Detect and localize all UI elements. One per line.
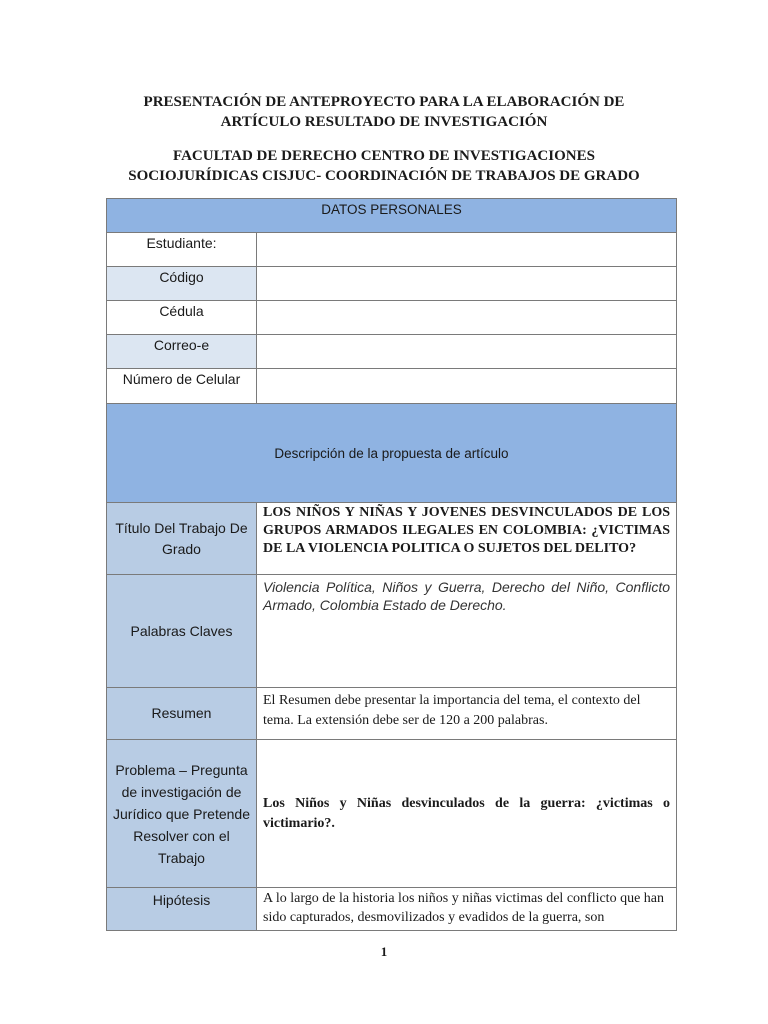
title-label: Título Del Trabajo De Grado bbox=[107, 503, 257, 575]
student-row bbox=[107, 233, 677, 267]
summary-value[interactable]: El Resumen debe presentar la importancia del tema, el contexto del tema. La extensión debe ser de 120 a 200 palabras. bbox=[257, 688, 677, 740]
email-row bbox=[107, 335, 677, 369]
code-field[interactable] bbox=[257, 267, 677, 301]
personal-data-header-row bbox=[107, 199, 677, 233]
phone-label: Número de Celular bbox=[107, 369, 257, 404]
email-label: Correo-e bbox=[107, 335, 257, 369]
keywords-label: Palabras Claves bbox=[107, 575, 257, 688]
document-title bbox=[0, 92, 768, 132]
code-label: Código bbox=[107, 267, 257, 301]
proposal-form-table bbox=[106, 198, 677, 931]
student-label: Estudiante: bbox=[107, 233, 257, 267]
id-field[interactable] bbox=[257, 301, 677, 335]
summary-label: Resumen bbox=[107, 688, 257, 740]
code-row bbox=[107, 267, 677, 301]
proposal-section-title: Descripción de la propuesta de artículo bbox=[107, 404, 677, 503]
hypothesis-value[interactable]: A lo largo de la historia los niños y niñas victimas del conflicto que han sido capturados, desmovilizados y evadidos de la guerra, son bbox=[257, 888, 677, 931]
id-label: Cédula bbox=[107, 301, 257, 335]
faculty-heading bbox=[0, 146, 768, 186]
problem-label: Problema – Pregunta de investigación de Jurídico que Pretende Resolver con el Trabajo bbox=[107, 740, 257, 888]
faculty-line-2: SOCIOJURÍDICAS CISJUC- COORDINACIÓN DE TRABAJOS DE GRADO bbox=[128, 168, 640, 184]
problem-row bbox=[107, 740, 677, 888]
keywords-value[interactable]: Violencia Política, Niños y Guerra, Derecho del Niño, Conflicto Armado, Colombia Estado de Derecho. bbox=[257, 575, 677, 688]
student-field[interactable] bbox=[257, 233, 677, 267]
summary-row bbox=[107, 688, 677, 740]
email-field[interactable] bbox=[257, 335, 677, 369]
proposal-header-row bbox=[107, 404, 677, 503]
hypothesis-label: Hipótesis bbox=[107, 888, 257, 931]
id-row bbox=[107, 301, 677, 335]
phone-row bbox=[107, 369, 677, 404]
title-line-2: ARTÍCULO RESULTADO DE INVESTIGACIÓN bbox=[220, 114, 548, 130]
problem-value[interactable]: Los Niños y Niñas desvinculados de la guerra: ¿victimas o victimario?. bbox=[257, 740, 677, 888]
hypothesis-row bbox=[107, 888, 677, 931]
keywords-row bbox=[107, 575, 677, 688]
title-value[interactable]: LOS NIÑOS Y NIÑAS Y JOVENES DESVINCULADOS DE LOS GRUPOS ARMADOS ILEGALES EN COLOMBIA: ¿VICTIMAS DE LA VIOLENCIA POLITICA O SUJETOS DEL DELITO? bbox=[257, 503, 677, 575]
page-number: 1 bbox=[380, 944, 388, 959]
faculty-line-1: FACULTAD DE DERECHO CENTRO DE INVESTIGACIONES bbox=[173, 148, 595, 164]
title-line-1: PRESENTACIÓN DE ANTEPROYECTO PARA LA ELABORACIÓN DE bbox=[143, 94, 625, 110]
title-row bbox=[107, 503, 677, 575]
personal-data-title: DATOS PERSONALES bbox=[107, 199, 677, 233]
phone-field[interactable] bbox=[257, 369, 677, 404]
